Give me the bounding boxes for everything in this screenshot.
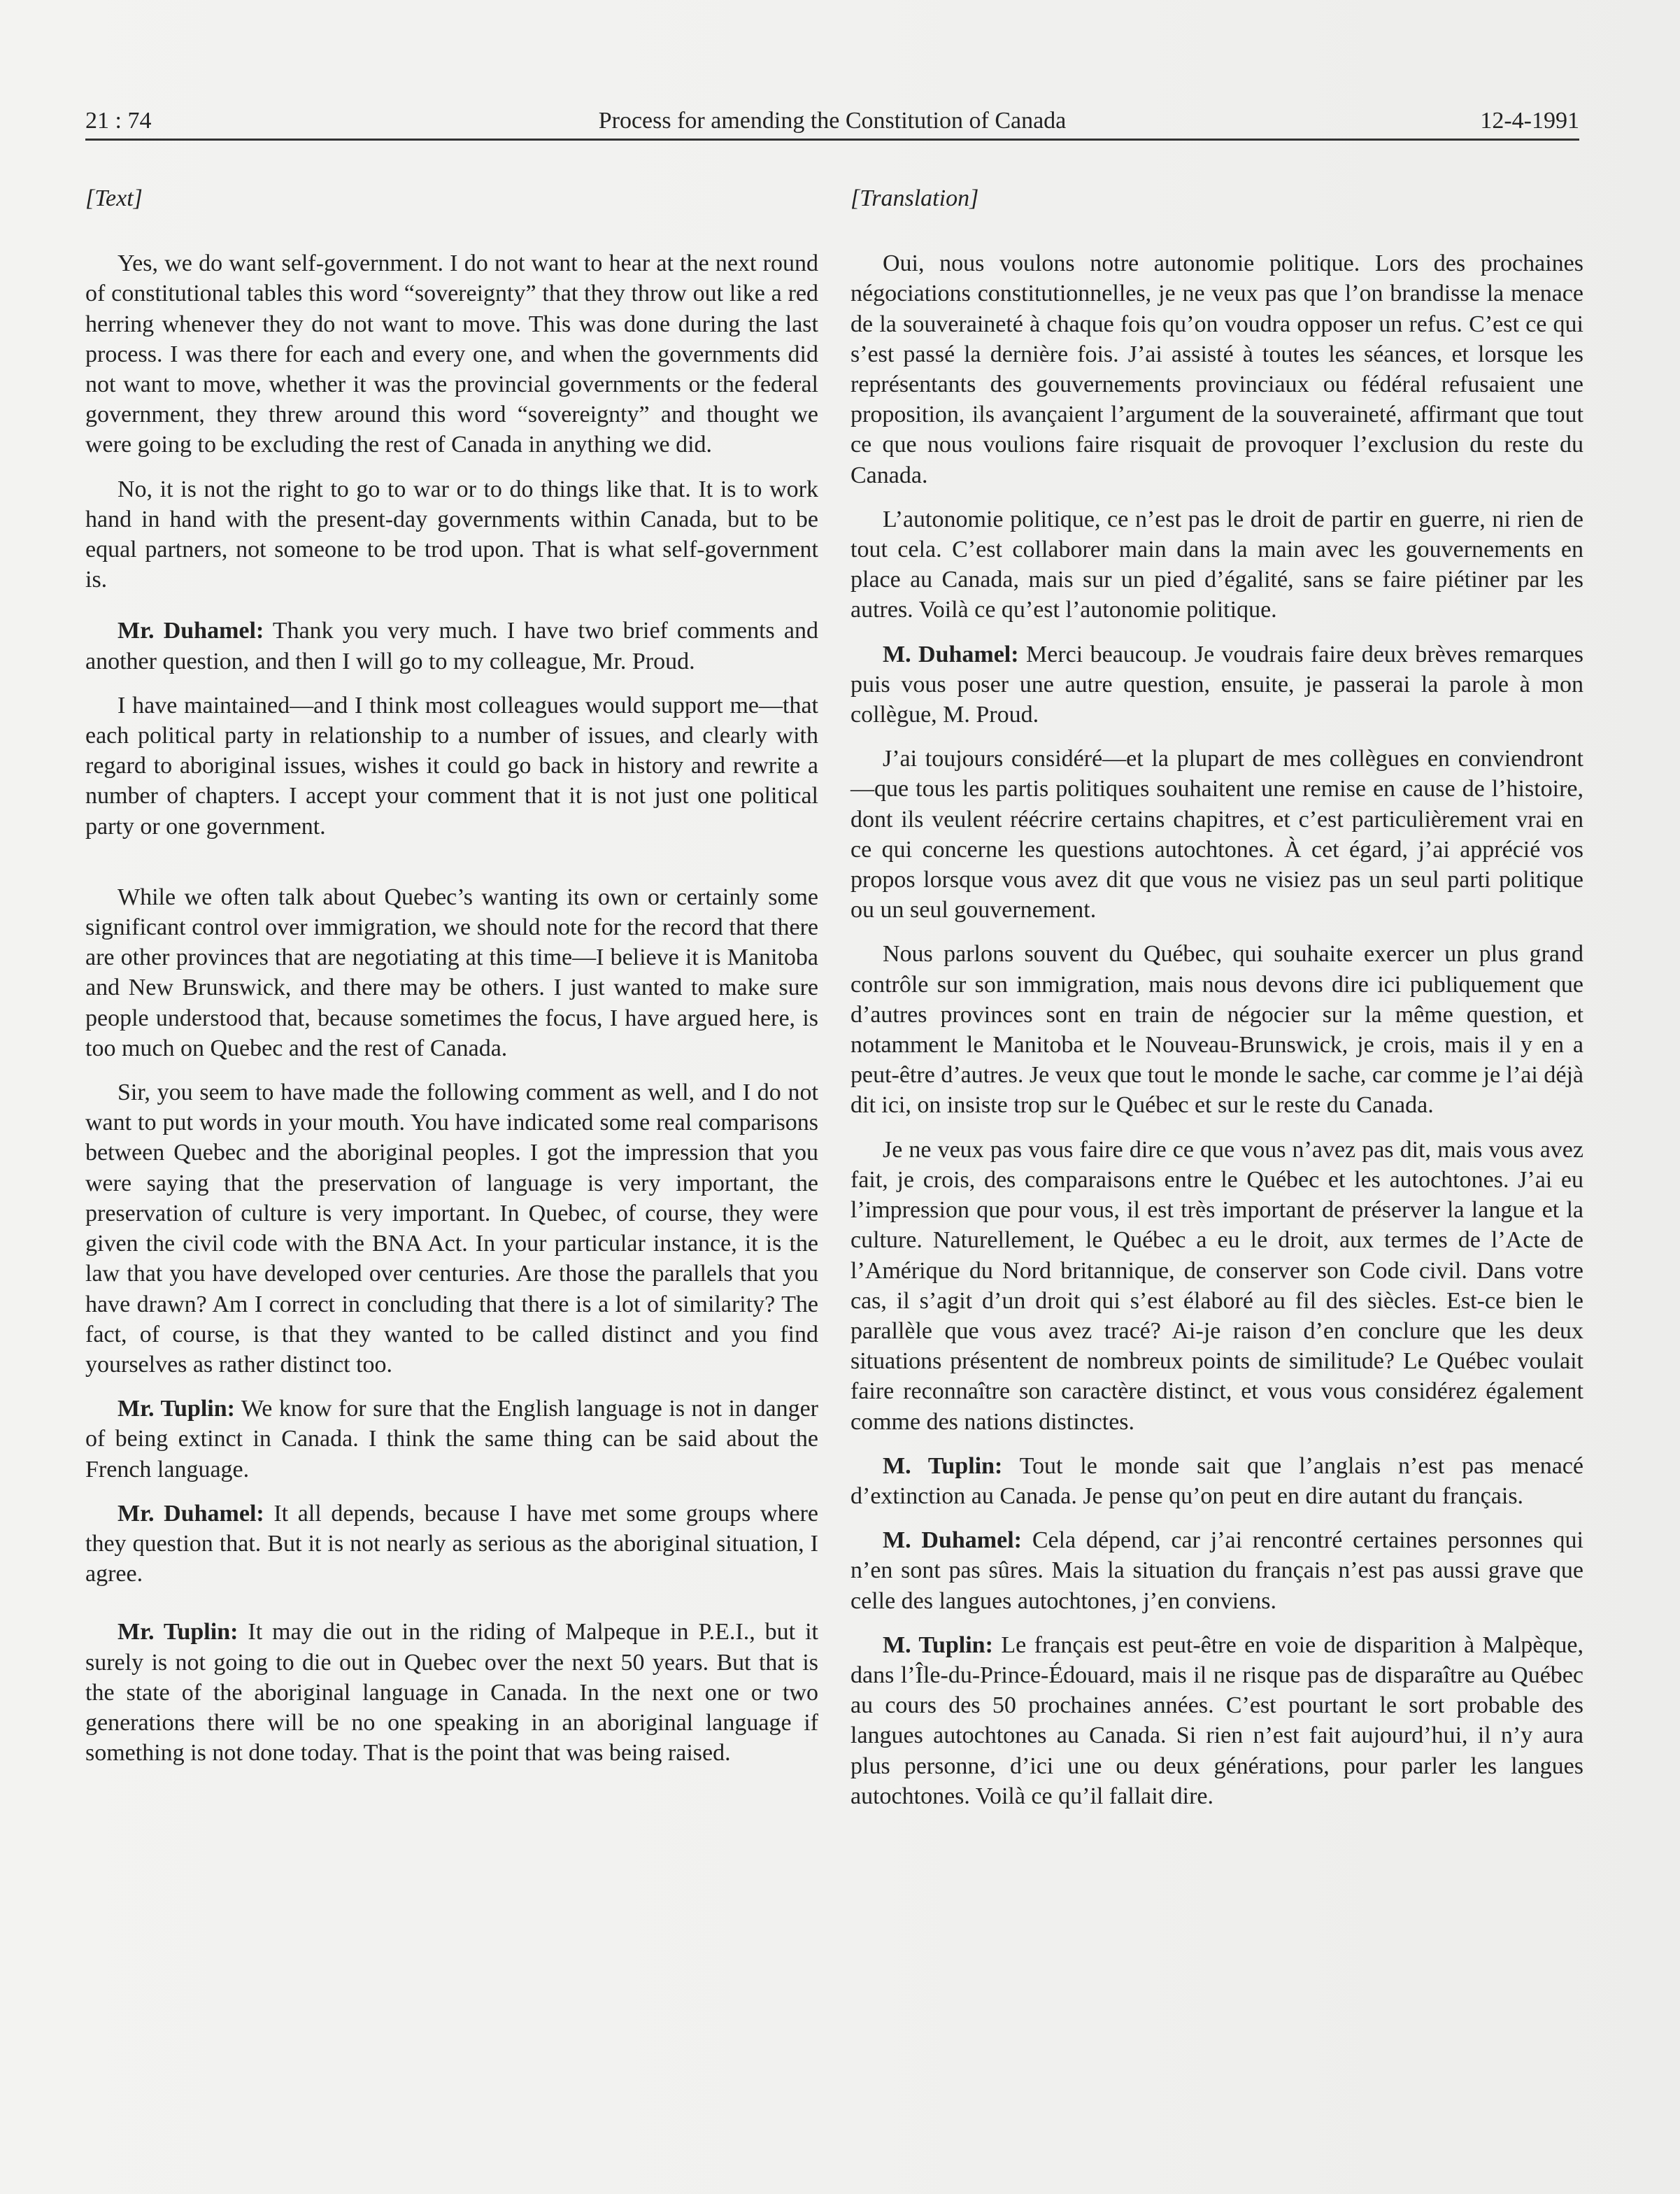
running-title: Process for amending the Constitution of Canada xyxy=(598,108,1067,134)
paragraph xyxy=(850,504,1583,625)
paragraph xyxy=(850,1630,1583,1811)
paragraph xyxy=(850,248,1583,490)
paragraph-text: Cela dépend, car j’ai rencontré certaines personnes qui n’en sont pas sûres. Mais la situation du français n’est pas aussi grave que celle des langues autochtones, j’en conviens. xyxy=(850,1527,1583,1614)
paragraph xyxy=(85,474,818,595)
speaker-label: M. Duhamel: xyxy=(883,1527,1022,1554)
speaker-label: Mr. Tuplin: xyxy=(118,1619,239,1646)
paragraph xyxy=(85,616,818,676)
paragraph xyxy=(85,1617,818,1768)
speaker-label: Mr. Duhamel: xyxy=(118,1500,264,1527)
paragraph xyxy=(85,691,818,842)
paragraph-text: J’ai toujours considéré—et la plupart de mes collègues en conviendront—que tous les partis politiques souhaitent une remise en cause de l’histoire, dont ils veulent réécrire certains chapitres, et c’est particulièrement vrai en ce qui concerne les questions autochtones. À cet égard, j’ai apprécié vos propos lorsque vous avez dit que vous ne visiez pas un seul parti politique ou un seul gouvernement. xyxy=(850,746,1583,923)
english-column xyxy=(85,183,818,1782)
column-tag-text: [Text] xyxy=(85,185,143,211)
paragraph-text: Sir, you seem to have made the following comment as well, and I do not want to put words in your mouth. You have indicated some real comparisons between Quebec and the aboriginal peoples. I got the impression that you were saying that the preservation of language is very important, the preservation of culture is very important. In Quebec, of course, they were given the civil code with the BNA Act. In your particular instance, it is the law that you have developed over centuries. Are those the parallels that you have drawn? Am I correct in concluding that there is a lot of similarity? The fact, of course, is that they wanted to be called distinct and you find yourselves as rather distinct too. xyxy=(85,1080,818,1378)
paragraph-text: I have maintained—and I think most colleagues would support me—that each political party in relationship to a number of issues, and clearly with regard to aboriginal issues, wishes it could go back in history and rewrite a number of chapters. I accept your comment that it is not just one political party or one government. xyxy=(85,692,818,840)
paragraph xyxy=(850,744,1583,925)
paragraph-text: Yes, we do want self-government. I do not want to hear at the next round of constitutional tables this word “sovereignty” that they throw out like a red herring whenever they do not want to move. This was done during the last process. I was there for each and every one, and when the governments did not want to move, whether it was the provincial governments or the federal government, they threw around this word “sovereignty” and thought we were going to be excluding the rest of Canada in anything we did. xyxy=(85,250,818,458)
french-column xyxy=(850,183,1583,1825)
paragraph xyxy=(85,1499,818,1590)
paragraph xyxy=(850,939,1583,1120)
header-rule xyxy=(85,139,1579,141)
speaker-label: Mr. Tuplin: xyxy=(118,1396,235,1422)
paragraph-text: Oui, nous voulons notre autonomie politique. Lors des prochaines négociations constitutionnelles, je ne veux pas que l’on brandisse la menace de la souveraineté à chaque fois qu’on voudra opposer un refus. C’est ce qui s’est passé la dernière fois. J’ai assisté à toutes les séances, et lorsque les représentants des gouvernements provinciaux ou fédéral refusaient une proposition, ils avançaient l’argument de la souveraineté, affirmant que tout ce que nous voulions faire risquait de provoquer l’exclusion du reste du Canada. xyxy=(850,250,1583,488)
paragraph-text: Je ne veux pas vous faire dire ce que vous n’avez pas dit, mais vous avez fait, je crois, des comparaisons entre le Québec et les autochtones. J’ai eu l’impression que pour vous, il est très important de préserver la langue et la culture. Naturellement, le Québec a eu le droit, aux termes de l’Acte de l’Amérique du Nord britannique, de conserver son Code civil. Dans votre cas, il s’agit d’un droit qui s’est élaboré au fil des siècles. Est-ce bien le parallèle que vous avez tracé? Ai-je raison d’en conclure que les deux situations présentent de nombreux points de similitude? Le Québec voulait faire reconnaître son caractère distinct, et vous vous considérez également comme des nations distinctes. xyxy=(850,1136,1583,1435)
paragraph-text: Tout le monde sait que l’anglais n’est pas menacé d’extinction au Canada. Je pense qu’on peut en dire autant du français. xyxy=(850,1452,1583,1509)
paragraph-text: L’autonomie politique, ce n’est pas le droit de partir en guerre, ni rien de tout cela. C’est collaborer main dans la main avec les gouvernements en place au Canada, mais sur un pied d’égalité, sans se faire piétiner par les autres. Voilà ce qu’est l’autonomie politique. xyxy=(850,506,1583,623)
paragraph xyxy=(850,1451,1583,1511)
paragraph xyxy=(850,1525,1583,1616)
paragraph xyxy=(850,1135,1583,1437)
page-header xyxy=(85,104,1579,139)
paragraph-text: Merci beaucoup. Je voudrais faire deux brèves remarques puis vous poser une autre question, ensuite, je passerai la parole à mon collègue, M. Proud. xyxy=(850,641,1584,728)
paragraph xyxy=(85,248,818,460)
paragraph-text: We know for sure that the English language is not in danger of being extinct in Canada. I think the same thing can be said about the French language. xyxy=(85,1396,819,1482)
page-date: 12-4-1991 xyxy=(1480,108,1579,134)
speaker-label: Mr. Duhamel: xyxy=(118,618,264,644)
paragraph-text: It all depends, because I have met some groups where they question that. But it is not nearly as serious as the aboriginal situation, I agree. xyxy=(85,1500,818,1587)
speaker-label: M. Duhamel: xyxy=(883,641,1019,667)
page-number: 21 : 74 xyxy=(85,108,152,134)
paragraph-text: While we often talk about Quebec’s wanting its own or certainly some significant control over immigration, we should note for the record that there are other provinces that are negotiating at this time—I believe it is Manitoba and New Brunswick, and there may be others. I just wanted to make sure people understood that, because sometimes the focus, I have argued here, is too much on Quebec and the rest of Canada. xyxy=(85,884,818,1061)
paragraph-text: Le français est peut-être en voie de disparition à Malpèque, dans l’Île-du-Prince-Édouard, mais il ne risque pas de disparaître au Québec au cours des 50 prochaines années. C’est pourtant le sort probable des langues autochtones au Canada. Si rien n’est fait aujourd’hui, il n’y aura plus personne, d’ici une ou deux générations, pour parler les langues autochtones. Voilà ce qu’il fallait dire. xyxy=(850,1632,1583,1809)
paragraph-text: Thank you very much. I have two brief comments and another question, and then I will go to my colleague, Mr. Proud. xyxy=(85,618,818,674)
paragraph xyxy=(85,1394,818,1485)
column-tag-translation: [Translation] xyxy=(850,185,979,211)
paragraph-text: Nous parlons souvent du Québec, qui souhaite exercer un plus grand contrôle sur son immigration, mais nous devons dire ici publiquement que d’autres provinces sont en train de négocier sur la même question, et notamment le Manitoba et le Nouveau-Brunswick, je crois, mais il y en a peut-être d’autres. Je veux que tout le monde le sache, car comme je l’ai déjà dit ici, on insiste trop sur le Québec et sur le reste du Canada. xyxy=(850,941,1583,1119)
speaker-label: M. Tuplin: xyxy=(883,1632,993,1658)
paragraph xyxy=(85,882,818,1063)
paragraph xyxy=(850,639,1583,730)
paragraph xyxy=(85,1077,818,1380)
paragraph-text: No, it is not the right to go to war or to do things like that. It is to work hand in hand with the present-day governments within Canada, but to be equal partners, not someone to be trod upon. That is what self-government is. xyxy=(85,476,818,593)
speaker-label: M. Tuplin: xyxy=(883,1452,1003,1479)
paragraph-text: It may die out in the riding of Malpeque in P.E.I., but it surely is not going to die out in Quebec over the next 50 years. But that is the state of the aboriginal language in Canada. In the next one or two generations there will be no one speaking in an aboriginal language if something is not done today. That is the point that was being raised. xyxy=(85,1619,818,1767)
